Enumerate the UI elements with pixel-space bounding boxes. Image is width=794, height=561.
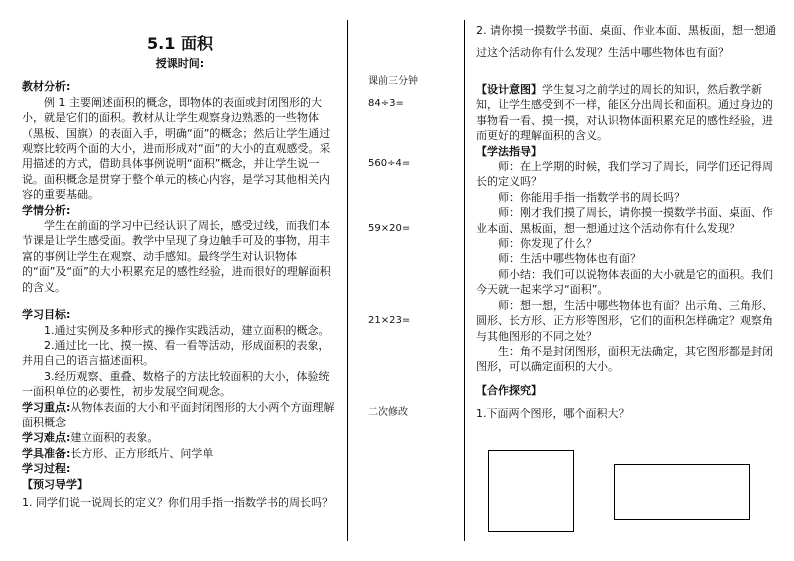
dialogue-line: 师：你发现了什么？ [498,237,597,251]
materials-text: 长方形、正方形纸片、问学单 [70,446,214,460]
coop-heading: 【合作探究】 [476,383,542,397]
difficulty-line [22,430,338,445]
student-heading: 学情分析: [22,203,71,217]
page-title: 5.1 面积 [147,34,213,53]
dialogue-line: 师：想一想，生活中哪些物体也有面？出示角、三角形、圆形、长方形、正方形等图形，它们的面积怎样确定？观察角与其他图形的不同之处？ [476,298,773,343]
main-column [22,0,338,561]
warmup-title: 课前三分钟 [368,76,418,87]
column-divider-right [464,20,465,541]
analysis-text: 例 1 主要阐述面积的概念，即物体的表面或封闭图形的大小，就是它们的面积。教材从让学生观察身边熟悉的一些物体（黑板、国旗）的表面入手，明确“面”的概念；然后让学生通过观察比较两个面的大小，进而形成对“面”的大小的直观感受。采用描述的方式，借助具体事例说明“面积”概念，并让学生说一说。面积概念是贯穿于整个单元的核心内容，是学习其他相关内容的重要基础。 [22,95,331,202]
focus-text: 从物体表面的大小和平面封闭图形的大小两个方面理解面积概念 [22,400,335,429]
side-column [360,0,460,561]
preview-heading: 【预习导学】 [22,477,88,491]
lesson-time: 授课时间: [155,57,205,70]
dialogue-line: 师小结：我们可以说物体表面的大小就是它的面积。我们今天就一起来学习“面积”。 [476,267,773,297]
goals-heading: 学习目标: [22,308,71,322]
dialogue-line: 师：你能用手指一指数学书的周长吗？ [498,190,685,204]
rectangle-figure [614,464,750,520]
preview-question-2: 2. 请你摸一摸数学书面、桌面、作业本面、黑板面，想一想通过这个活动你有什么发现？生活中哪些物体也有面？ [476,24,776,59]
design-text: 学生复习之前学过的周长的知识，然后教学新知，让学生感受到不一样，能区分出周长和面积。通过身边的事物看一看、摸一摸，对认识物体面积累充足的感性经验，进而更好的理解面积的含义。 [476,83,773,143]
dialogue-line: 师：在上学期的时候，我们学习了周长，同学们还记得周长的定义吗？ [476,160,773,189]
column-divider-left [347,20,348,541]
revise-title: 二次修改 [368,407,408,418]
warmup-problem: 21×23= [368,315,411,326]
focus-line [22,400,338,431]
preview-question: 1. 同学们说一说周长的定义？你们用手指一指数学书的周长吗？ [22,495,333,509]
design-intent [476,82,776,144]
warmup-problem: 59×20= [368,223,411,234]
difficulty-text: 建立面积的表象。 [70,431,159,445]
goal-item: 2.通过比一比、摸一摸、看一看等活动，形成面积的表象，并用自己的语言描述面积。 [22,338,330,368]
goal-item: 3.经历观察、重叠、数格子的方法比较面积的大小，体验统一面积单位的必要性，初步发展空间观念。 [22,369,330,399]
materials-line [22,446,338,461]
design-label: 【设计意图】 [476,83,542,96]
student-text: 学生在前面的学习中已经认识了周长，感受过线，而我们本节课是让学生感受面。教学中呈现了身边触手可及的事物，用丰富的事例让学生在观察、动手感知。最终学生对认识物体的“面”及“面”的大小积累充足的感性经验，进而很好的理解面积的含义。 [22,219,331,294]
coop-question: 1.下面两个图形，哪个面积大？ [476,407,630,421]
method-heading: 【学法指导】 [476,144,542,158]
materials-label: 学具准备: [22,446,71,460]
dialogue-line: 师：刚才我们摸了周长，请你摸一摸数学书面、桌面、作业本面、黑板面，想一想通过这个活动你有什么发现？ [476,206,773,235]
analysis-heading: 教材分析: [22,80,71,94]
dialogue-line: 生：角不是封闭图形，面积无法确定，其它图形都是封闭图形，可以确定面积的大小。 [476,344,773,374]
dialogue-line: 师：生活中哪些物体也有面？ [498,252,641,266]
warmup-problem: 84÷3= [368,98,404,109]
process-label: 学习过程: [22,462,71,476]
goal-item: 1.通过实例及多种形式的操作实践活动，建立面积的概念。 [44,323,330,337]
focus-label: 学习重点: [22,400,71,414]
difficulty-label: 学习难点: [22,431,71,445]
warmup-problem: 560÷4= [368,158,411,169]
square-figure [488,450,574,532]
